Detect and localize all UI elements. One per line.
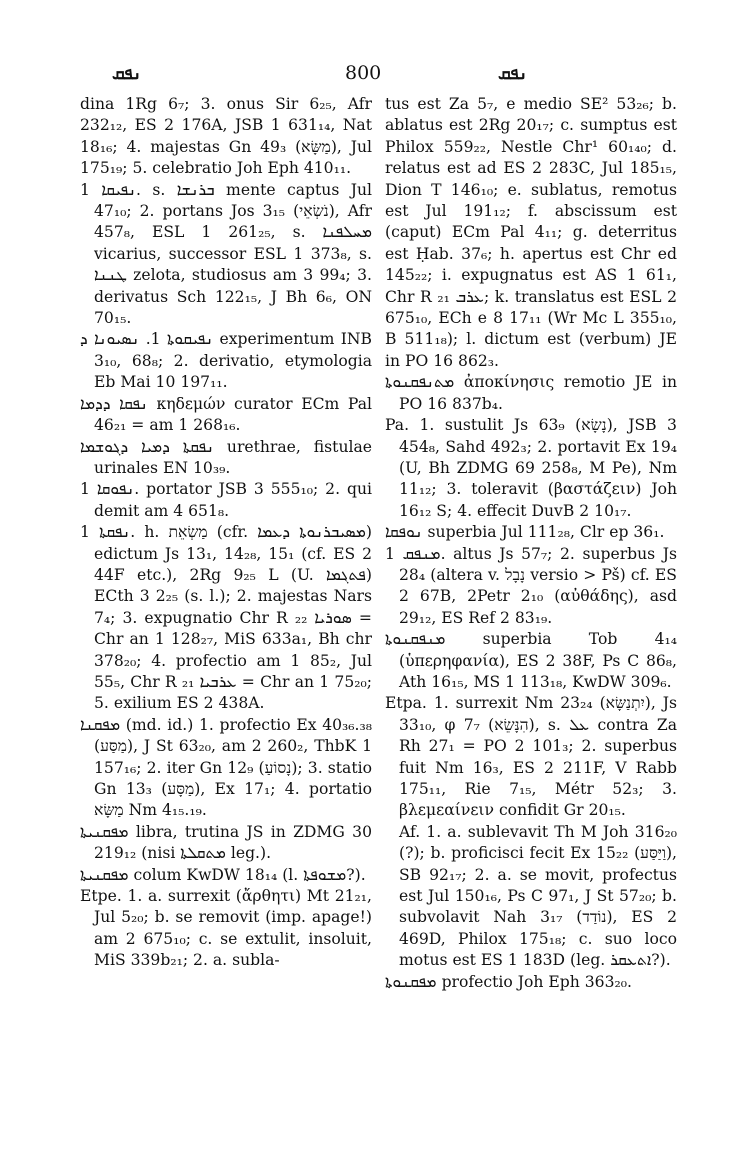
header-right-guide-word: ܢܦܩ (498, 64, 528, 84)
right-column (385, 94, 677, 993)
page-header (0, 60, 750, 90)
dictionary-entry: Af. 1. a. sublevavit Th M Joh 316₂₀ (?); b. proficisci fecit Ex 15₂₂ (וַיַּסַּע), SB 92₁₇; 2. a. se movit, profectus est Jul 150₁₆, Ps C 97₁, J St 57₂₀; b. subvolavit Nah 3₁₇ (נוֹדַד), ES 2 469D, Philox 175₁₈; c. suo loco motus est ES 1 183D (leg. ܐܬܥܩܪ?). (399, 822, 677, 970)
dictionary-entry: dina 1Rg 6₇; 3. onus Sir 6₂₅, Afr 232₁₂, ES 2 176A, JSB 1 631₁₄, Nat 18₁₆; 4. majestas Gn 49₃ (מַשָּׂא), Jul 175₁₉; 5. celebratio Joh Eph 410₁₁. (80, 95, 373, 178)
dictionary-entry: ܢܦܝܩܐ 1. s. ܒܪܢܫܐ mente captus Jul 47₁₀; 2. portans Jos 3₁₅ (נֹשְׂאֵי), Afr 457₈, ESL 1 261₂₅, s. ܡܚܠܦܢܐ vicarius, successor ESL 1 373₈, s. ܛܢܢܐ zelota, studiosus am 3 99₄; 3. derivatus Sch 122₁₅, J Bh 6₆, ON 70₁₅. (80, 180, 372, 328)
dictionary-entry: ܢܦܘܩܐ 1. portator JSB 3 555₁₀; 2. qui demit am 4 651₈. (80, 480, 372, 520)
dictionary-entry: Pa. 1. sustulit Js 63₉ (נָשָׂא), JSB 3 454₈, Sahd 492₃; 2. portavit Ex 19₄ (U, Bh ZDMG 69 258₈, M Pe), Nm 11₁₂; 3. toleravit (βαστάζειν) Joh 16₁₂ S; 4. effecit DuvB 2 10₁₇. (385, 416, 677, 520)
left-column (80, 94, 372, 972)
dictionary-entry: Etpe. 1. a. surrexit (ἄρθητι) Mt 21₂₁, Jul 5₂₀; b. se removit (imp. apage!) am 2 675₁₀; c. se extulit, insoluit, MiS 339b₂₁; 2. a. subla- (80, 887, 372, 970)
dictionary-entry: ܢܦܝܩܘܬܐ 1. ܢܣܝܘܢܐ ܕ experimentum INB 3₁₀, 68₈; 2. derivatio, etymologia Eb Mai 10 197₁₁. (80, 330, 372, 392)
header-left-guide-word: ܢܦܩ (112, 64, 142, 84)
dictionary-entry: tus est Za 5₇, e medio SE² 53₂₆; b. ablatus est 2Rg 20₁₇; c. sumptus est Philox 559₂₂, Nestle Chr¹ 60₁₄₀; d. relatus est ad ES 2 283C, Jul 185₁₅, Dion T 146₁₀; e. sublatus, remotus est Jul 191₁₂; f. abscissum est (caput) ECm Pal 4₁₁; g. deterritus est Ḥab. 37₆; h. apertus est Chr ed 145₂₂; i. expugnatus est AS 1 61₁, Chr R ܥܪܒ ₂₁; k. translatus est ESL 2 675₁₀, ECh e 8 17₁₁ (Wr Mc L 355₁₀, B 511₁₈); l. dictum est (verbum) JE in PO 16 862₃. (385, 95, 677, 370)
dictionary-entry: ܡܦܩܢܝܬܐ colum KwDW 18₁₄ (l. ܡܫܘܦܬܐ?). (80, 865, 366, 884)
dictionary-entry: ܡܢܦܩܢܘܬܐ superbia Tob 4₁₄ (ὑπερηφανία), ES 2 38F, Ps C 86₈, Ath 16₁₅, MS 1 113₁₈, KwDW 309₆. (385, 630, 677, 691)
dictionary-entry: ܡܦܩܢܝܬܐ libra, trutina JS in ZDMG 30 219₁₂ (nisi ܡܬܩܠܬܐ leg.). (80, 822, 372, 863)
dictionary-entry: ܢܦܩܐ ܕܕܡܐ κηδεμών curator ECm Pal 46₂₁ = am 1 268₁₆. (80, 394, 372, 435)
dictionary-entry: ܡܦܩܢܐ (md. id.) 1. profectio Ex 40₃₆.₃₈ (מַסַּע), J St 63₂₀, am 2 260₂, ThbK 1 157₁₆; 2. iter Gn 12₉ (נָסוֹעַ); 3. statio Gn 13₃ (מַסָּע), Ex 17₁; 4. portatio מַשָּׂא Nm 4₁₅.₁₉. (80, 715, 372, 820)
dictionary-entry: ܡܢܦܩ 1. altus Js 57₇; 2. superbus Js 28₄ (altera v. נָבָל versio > Pš) cf. ES 2 67B, 2Petr 2₁₀ (αὐθάδης), asd 29₁₂, ES Ref 2 83₁₉. (385, 544, 678, 627)
dictionary-entry: ܢܦܩܬܐ 1. h. מַשְׂאֵת (cfr. ܡܣܝܒܪܢܘܬܐ ܕܥܡܐ) edictum Js 13₁, 14₂₈, 15₁ (cf. ES 2 44F etc.), 2Rg 9₂₅ L (U. ܦܬܓܡܐ) ECth 3 2₂₅ (s. l.); 2. majestas Nars 7₄; 3. expugnatio Chr R ܣܘܪܝܐ ₂₂ = Chr an 1 128₂₇, MiS 633a₁, Bh chr 378₂₀; 4. profectio am 1 85₂, Jul 55₅, Chr R ܥܪܒܝܐ ₂₁ = Chr an 1 75₂₀; 5. exilium ES 2 438A. (80, 523, 373, 713)
page-number: 800 (345, 62, 382, 84)
dictionary-entry: ܢܘܦܩܐ superbia Jul 111₂₈, Clr ep 36₁. (385, 523, 665, 542)
dictionary-entry: Etpa. 1. surrexit Nm 23₂₄ (יִתְנַשָּׂא), Js 33₁₀, φ 7₇ (הִנָּשֵׂא), s. ܥܠ contra Za Rh 27₁ = PO 2 101₃; 2. superbus fuit Nm 16₃, ES 2 211F, V Rabb 175₁₁, Rie 7₁₅, Métr 52₃; 3. βλεμεαίνειν confidit Gr 20₁₅. (385, 694, 677, 820)
dictionary-entry: ܡܬܢܦܩܢܘܬܐ ἀποκίνησις remotio JE in PO 16 837b₄. (385, 373, 677, 413)
dictionary-entry: ܡܦܩܢܘܬܐ profectio Joh Eph 363₂₀. (385, 972, 632, 991)
dictionary-entry: ܢܦܩܬܐ ܕܡܝܐ ܕܓܘܫܡܐ urethrae, fistulae urinales EN 10₃₉. (80, 437, 372, 477)
